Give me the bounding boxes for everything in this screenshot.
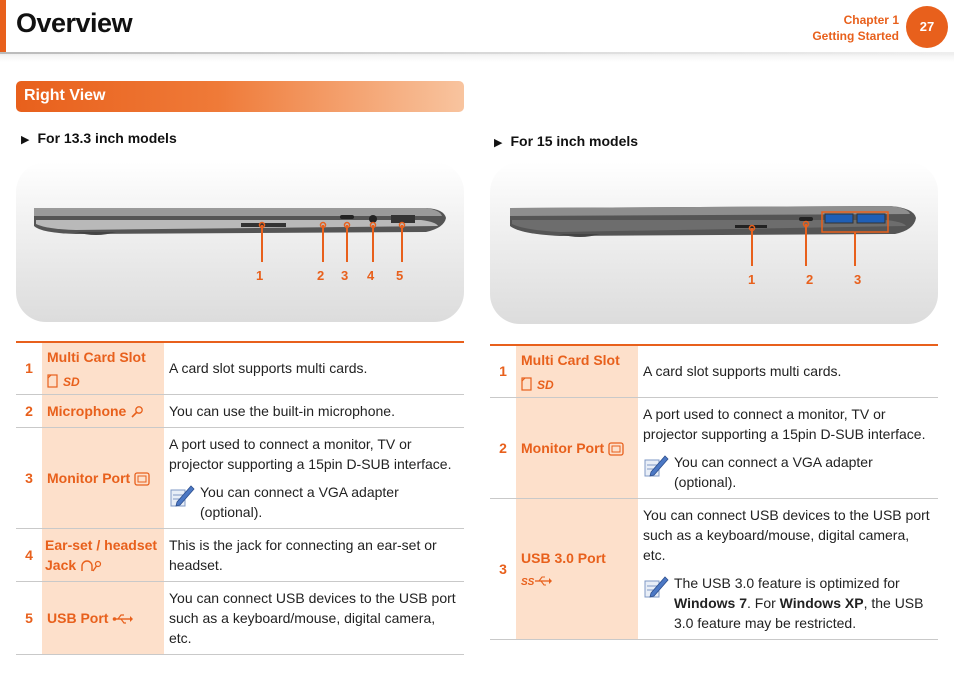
- row-name: Microphone: [47, 402, 127, 419]
- note-text-part: , the USB 3.0 feature may be restricted.: [674, 594, 924, 631]
- callout-1: 1: [748, 272, 756, 287]
- svg-text:SS: SS: [521, 576, 535, 588]
- page-title: Overview: [16, 8, 133, 38]
- row-description: A port used to connect a monitor, TV or projector supporting a 15pin D-SUB interface.: [643, 405, 926, 442]
- row-number: 5: [16, 581, 42, 654]
- model-heading-13: [21, 130, 177, 146]
- note-pencil-icon: [643, 573, 669, 599]
- row-number: 2: [16, 394, 42, 427]
- row-name-cell: [516, 345, 638, 397]
- title-rule: [0, 52, 954, 62]
- callout-2: 2: [806, 272, 814, 287]
- model-heading-15: [494, 133, 638, 149]
- table-row: [490, 397, 938, 498]
- row-description: A card slot supports multi cards.: [638, 345, 938, 397]
- row-name: Ear-set / headset Jack: [45, 536, 158, 573]
- row-name: Monitor Port: [47, 469, 131, 486]
- note-text-bold: Windows 7: [674, 594, 747, 611]
- row-number: 2: [490, 397, 516, 498]
- row-name: Monitor Port: [521, 439, 605, 456]
- table-row: [16, 427, 464, 528]
- row-name: Multi Card Slot: [521, 352, 620, 369]
- monitor-icon: [134, 470, 150, 486]
- row-name-cell: [42, 394, 164, 427]
- row-name: USB Port: [47, 609, 109, 626]
- callout-1: 1: [256, 268, 264, 283]
- page-number-badge: 27: [906, 6, 948, 48]
- note-text: [674, 573, 933, 633]
- row-number: 1: [490, 345, 516, 397]
- note-text-part: . For: [747, 594, 780, 611]
- table-row: [16, 342, 464, 394]
- note: [643, 452, 933, 492]
- row-description-cell: [164, 427, 464, 528]
- note-text: You can connect a VGA adapter (optional).: [200, 483, 399, 520]
- chapter-number: Chapter 1: [843, 13, 899, 27]
- sd-card-icon: [47, 369, 159, 389]
- row-description: You can use the built-in microphone.: [164, 394, 464, 427]
- row-number: 4: [16, 528, 42, 581]
- note-text-part: The USB 3.0 feature is optimized for: [674, 574, 900, 591]
- row-description: A card slot supports multi cards.: [164, 342, 464, 394]
- row-name-cell: [516, 498, 638, 639]
- svg-text:SD: SD: [537, 377, 554, 391]
- spec-table-15: [490, 344, 938, 640]
- sd-card-icon: [521, 372, 633, 392]
- row-description: You can connect USB devices to the USB port such as a keyboard/mouse, digital camera, etc.: [164, 581, 464, 654]
- spec-table-13: [16, 341, 464, 655]
- triangle-bullet-icon: ▶: [21, 134, 30, 146]
- callout-3: 3: [854, 272, 862, 287]
- callout-2: 2: [317, 268, 325, 283]
- chapter-label: [812, 12, 899, 44]
- table-row: [16, 394, 464, 427]
- model-heading-15-label: For 15 inch models: [510, 133, 639, 149]
- row-name-cell: [42, 581, 164, 654]
- row-description: You can connect USB devices to the USB port such as a keyboard/mouse, digital camera, etc.: [643, 506, 930, 563]
- row-name-cell: [42, 427, 164, 528]
- svg-text:SD: SD: [63, 374, 80, 388]
- callout-3: 3: [341, 268, 349, 283]
- model-heading-13-label: For 13.3 inch models: [37, 130, 177, 146]
- usb3-icon: [521, 570, 633, 590]
- callout-4: 4: [367, 268, 375, 283]
- chapter-title: Getting Started: [812, 29, 899, 43]
- usb-icon: [112, 610, 134, 626]
- table-row: [490, 345, 938, 397]
- row-name-cell: [42, 528, 164, 581]
- row-number: 1: [16, 342, 42, 394]
- monitor-icon: [608, 440, 624, 456]
- row-number: 3: [490, 498, 516, 639]
- note-text-bold: Windows XP: [779, 594, 864, 611]
- row-description: This is the jack for connecting an ear-set or headset.: [164, 528, 464, 581]
- laptop-side-photo-13: [16, 162, 464, 322]
- row-name: Multi Card Slot: [47, 349, 146, 366]
- triangle-bullet-icon: ▶: [494, 137, 503, 149]
- row-description-cell: [638, 498, 938, 639]
- row-name-cell: [42, 342, 164, 394]
- section-title: Right View: [24, 87, 106, 104]
- row-name-cell: [516, 397, 638, 498]
- table-row: [16, 581, 464, 654]
- row-description: A port used to connect a monitor, TV or projector supporting a 15pin D-SUB interface.: [169, 435, 452, 472]
- note-pencil-icon: [169, 482, 195, 508]
- header-accent-bar: [0, 0, 6, 52]
- note: [643, 573, 933, 633]
- note: [169, 482, 459, 522]
- callout-5: 5: [396, 268, 404, 283]
- laptop-side-photo-15: [490, 162, 938, 324]
- row-number: 3: [16, 427, 42, 528]
- row-name: USB 3.0 Port: [521, 549, 606, 566]
- microphone-icon: [130, 403, 144, 419]
- row-description-cell: [638, 397, 938, 498]
- note-pencil-icon: [643, 452, 669, 478]
- section-bar: [16, 81, 464, 112]
- table-row: [490, 498, 938, 639]
- note-text: You can connect a VGA adapter (optional).: [674, 453, 873, 490]
- headset-icon: [80, 557, 102, 573]
- table-row: [16, 528, 464, 581]
